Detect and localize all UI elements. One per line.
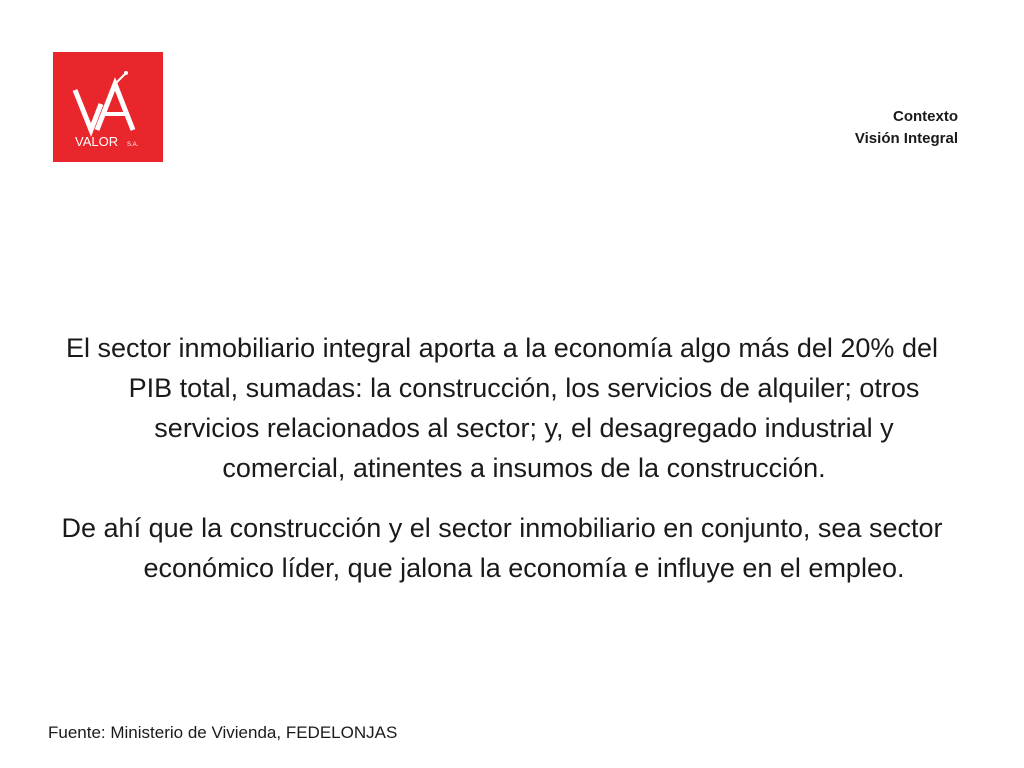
body-paragraph: El sector inmobiliario integral aporta a la economía algo más del 20% del PIB total, sumadas: la construcción, los servicios de alquiler; otros servicios relacionados al sector; y, el desagregado industrial y comercial, atinentes a insumos de la construcción.	[66, 333, 938, 483]
valor-monogram-icon	[53, 52, 163, 162]
section-header	[855, 106, 958, 150]
section-title: Contexto	[893, 108, 958, 125]
logo-brand-text: VALOR	[75, 134, 119, 149]
section-subtitle: Visión Integral	[854, 130, 958, 147]
logo-suffix-text: S.A.	[127, 142, 139, 148]
body-paragraph: De ahí que la construcción y el sector inmobiliario en conjunto, sea sector económico líder, que jalona la economía e influye en el empleo.	[61, 513, 943, 583]
source-note: Fuente: Ministerio de Vivienda, FEDELONJAS	[48, 723, 398, 742]
body-content	[52, 328, 952, 608]
company-logo	[53, 52, 163, 162]
